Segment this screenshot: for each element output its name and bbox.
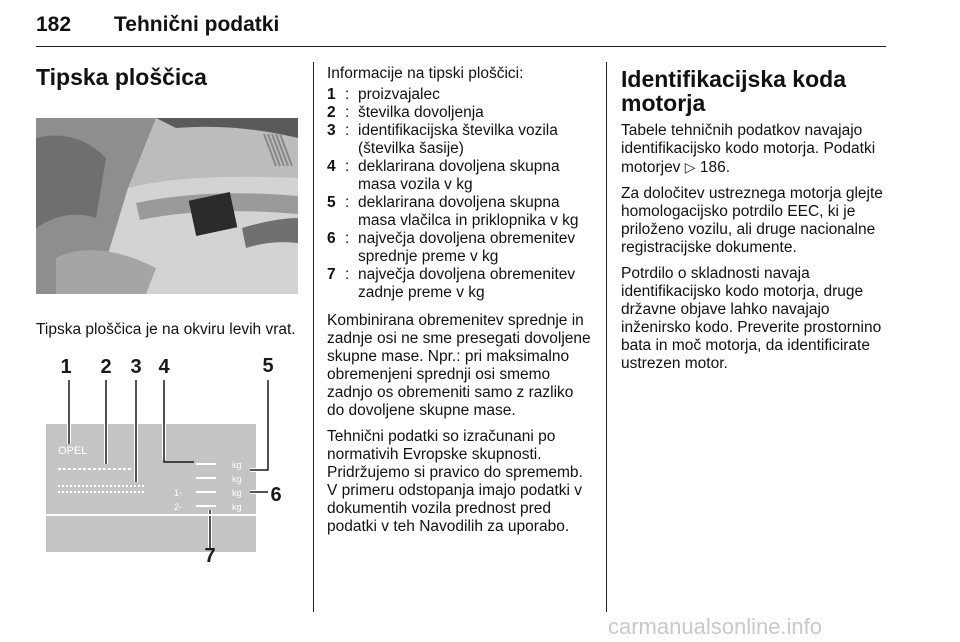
section-heading-engine-code: Identifikacijska koda motorja (621, 66, 846, 116)
item-number: 4 (327, 158, 336, 175)
watermark: carmanualsonline.info (608, 614, 823, 639)
item-colon: : (345, 266, 350, 283)
list-item (327, 104, 593, 122)
plate-info-list (327, 86, 593, 302)
item-colon: : (345, 86, 350, 103)
item-text: številka dovoljenja (358, 104, 484, 121)
callout-2: 2 (100, 356, 112, 378)
chapter-title: Tehnični podatki (114, 13, 280, 36)
photo-caption: Tipska ploščica je na okviru levih vrat. (36, 321, 296, 338)
plate-unit-2: kg (232, 474, 242, 484)
item-colon: : (345, 122, 350, 139)
item-text: proizvajalec (358, 86, 440, 103)
section-heading-type-plate: Tipska ploščica (36, 64, 207, 90)
page-number: 182 (36, 13, 72, 36)
list-item (327, 122, 593, 158)
engine-code-paragraph (621, 122, 889, 177)
item-number: 7 (327, 266, 336, 283)
column-middle (327, 65, 593, 544)
item-text: deklarirana dovoljena skupna masa vlačilca in priklopnika v kg (358, 194, 579, 229)
list-item (327, 230, 593, 266)
callout-6: 6 (270, 484, 282, 506)
triangle-right-icon[interactable]: ▷ (684, 159, 696, 175)
list-item (327, 86, 593, 104)
door-frame-photo (36, 118, 298, 294)
callout-1: 1 (60, 356, 72, 378)
list-item (327, 266, 593, 302)
paragraph-text: Tabele tehničnih podatkov navajajo identifikacijsko kodo motorja. Podatki motorjev (621, 122, 876, 176)
plate-axle-1: 1- (174, 488, 183, 498)
column-divider-left (313, 62, 314, 612)
plate-unit-3: kg (232, 488, 242, 498)
list-item (327, 194, 593, 230)
item-colon: : (345, 104, 350, 121)
callout-7: 7 (204, 545, 216, 562)
item-colon: : (345, 194, 350, 211)
callout-4: 4 (158, 356, 170, 378)
column-right (621, 67, 889, 381)
item-colon: : (345, 230, 350, 247)
item-number: 1 (327, 86, 336, 103)
list-item (327, 158, 593, 194)
item-number: 2 (327, 104, 336, 121)
plate-info-intro: Informacije na tipski ploščici: (327, 65, 524, 82)
page-header (0, 0, 960, 48)
column-divider-right (606, 62, 607, 612)
callout-5: 5 (262, 355, 274, 377)
plate-axle-2: 2- (174, 502, 183, 512)
homologation-paragraph: Za določitev ustreznega motorja glejte homologacijsko potrdilo EEC, ki je priloženo vozilu, ali druge nacionalne registracijske dokumente. (621, 185, 883, 256)
plate-unit-4: kg (232, 502, 242, 512)
eu-norms-paragraph: Tehnični podatki so izračunani po normativih Evropske skupnosti. Pridržujemo si pravico do sprememb. V primeru odstopanja imajo podatki v dokumentih vozila prednost pred podatki v teh Navodilih za uporabo. (327, 428, 583, 535)
item-text: identifikacijska številka vozila (številka šasije) (358, 122, 558, 157)
plate-unit-1: kg (232, 460, 242, 470)
item-text: največja dovoljena obremenitev sprednje preme v kg (358, 230, 576, 265)
plate-brand: OPEL (58, 445, 88, 457)
item-colon: : (345, 158, 350, 175)
item-number: 5 (327, 194, 336, 211)
item-text: največja dovoljena obremenitev zadnje preme v kg (358, 266, 576, 301)
page-reference[interactable]: 186. (699, 159, 731, 176)
conformity-paragraph: Potrdilo o skladnosti navaja identifikacijsko kodo motorja, druge državne objave lahko navajajo inženirsko kodo. Preverite prostornino bata in moč motorja, da identificirate ustrezen motor. (621, 265, 882, 372)
item-number: 6 (327, 230, 336, 247)
item-number: 3 (327, 122, 336, 139)
callout-3: 3 (130, 356, 142, 378)
axle-load-paragraph: Kombinirana obremenitev sprednje in zadnje osi ne sme presegati dovoljene skupne mase. Npr.: pri maksimalno obremenjeni sprednji osi smemo zadnjo os obremeniti samo z razliko do dovoljene skupne mase. (327, 312, 591, 419)
header-rule (36, 46, 886, 47)
type-plate-diagram (36, 352, 298, 562)
item-text: deklarirana dovoljena skupna masa vozila v kg (358, 158, 560, 193)
